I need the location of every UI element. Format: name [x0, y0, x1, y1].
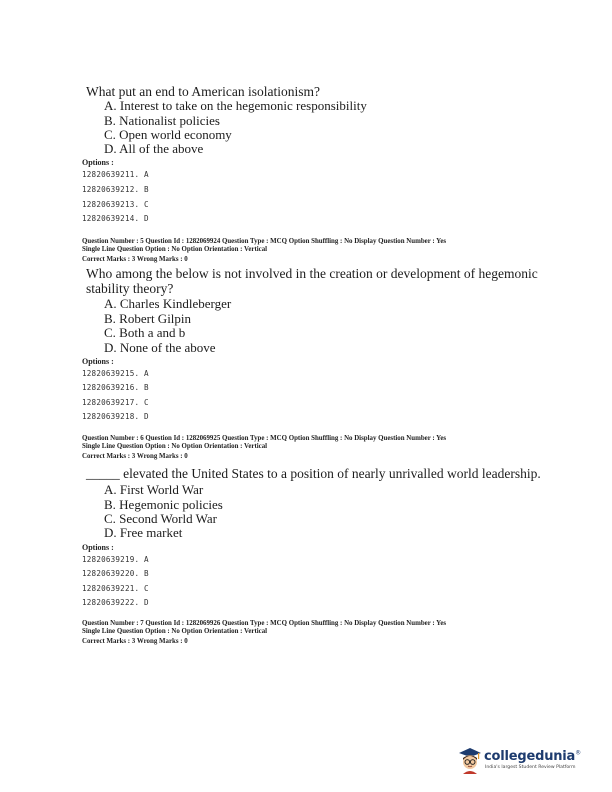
q5-options-label: Options :	[82, 357, 114, 366]
q5-option-2: 12820639216. B	[82, 383, 149, 392]
q6-meta-line1: Question Number : 6 Question Id : 1282069925 Question Type : MCQ Option Shuffling : No Display Question Number : Yes	[82, 435, 447, 442]
q6-marks: Correct Marks : 3 Wrong Marks : 0	[82, 453, 188, 460]
q5-choice-a: A. Charles Kindleberger	[104, 296, 232, 311]
q4-choice-d: D. All of the above	[104, 141, 204, 156]
q5-choice-d: D. None of the above	[104, 340, 216, 355]
q4-choice-c: C. Open world economy	[104, 127, 232, 142]
q6-option-1: 12820639219. A	[82, 555, 149, 564]
q4-question: What put an end to American isolationism?	[86, 84, 320, 99]
q5-marks: Correct Marks : 3 Wrong Marks : 0	[82, 256, 188, 263]
q6-choice-b: B. Hegemonic policies	[104, 497, 223, 512]
q5-meta-line2: Single Line Question Option : No Option Orientation : Vertical	[82, 246, 268, 253]
brand-name: collegedunia®	[484, 749, 581, 764]
collegedunia-logo[interactable]	[458, 749, 598, 777]
q5-option-3: 12820639217. C	[82, 398, 149, 407]
q4-options-label: Options :	[82, 158, 114, 167]
q5-question-line2: stability theory?	[86, 281, 174, 296]
q5-option-4: 12820639218. D	[82, 412, 149, 421]
q6-option-4: 12820639222. D	[82, 598, 149, 607]
q4-option-3: 12820639213. C	[82, 200, 149, 209]
q6-question: _____ elevated the United States to a position of nearly unrivalled world leadership.	[86, 466, 541, 481]
q4-choice-a: A. Interest to take on the hegemonic responsibility	[104, 98, 367, 113]
q4-option-2: 12820639212. B	[82, 185, 149, 194]
q6-choice-c: C. Second World War	[104, 511, 217, 526]
brand-tagline: India's largest Student Review Platform	[485, 765, 576, 770]
q5-meta-line1: Question Number : 5 Question Id : 1282069924 Question Type : MCQ Option Shuffling : No Display Question Number : Yes	[82, 238, 447, 245]
q4-choice-b: B. Nationalist policies	[104, 113, 220, 128]
q6-options-label: Options :	[82, 543, 114, 552]
q6-option-3: 12820639221. C	[82, 584, 149, 593]
q4-option-4: 12820639214. D	[82, 214, 149, 223]
q7-marks: Correct Marks : 3 Wrong Marks : 0	[82, 638, 188, 645]
student-mascot-icon	[458, 747, 482, 775]
q7-meta-line1: Question Number : 7 Question Id : 1282069926 Question Type : MCQ Option Shuffling : No Display Question Number : Yes	[82, 620, 447, 627]
q5-choice-c: C. Both a and b	[104, 325, 186, 340]
q6-choice-d: D. Free market	[104, 525, 183, 540]
q7-meta-line2: Single Line Question Option : No Option Orientation : Vertical	[82, 628, 268, 635]
q6-meta-line2: Single Line Question Option : No Option Orientation : Vertical	[82, 443, 268, 450]
q5-choice-b: B. Robert Gilpin	[104, 311, 192, 326]
q6-choice-a: A. First World War	[104, 482, 204, 497]
q4-option-1: 12820639211. A	[82, 170, 149, 179]
q5-question-line1: Who among the below is not involved in the creation or development of hegemonic	[86, 266, 538, 281]
q5-option-1: 12820639215. A	[82, 369, 149, 378]
q6-option-2: 12820639220. B	[82, 569, 149, 578]
